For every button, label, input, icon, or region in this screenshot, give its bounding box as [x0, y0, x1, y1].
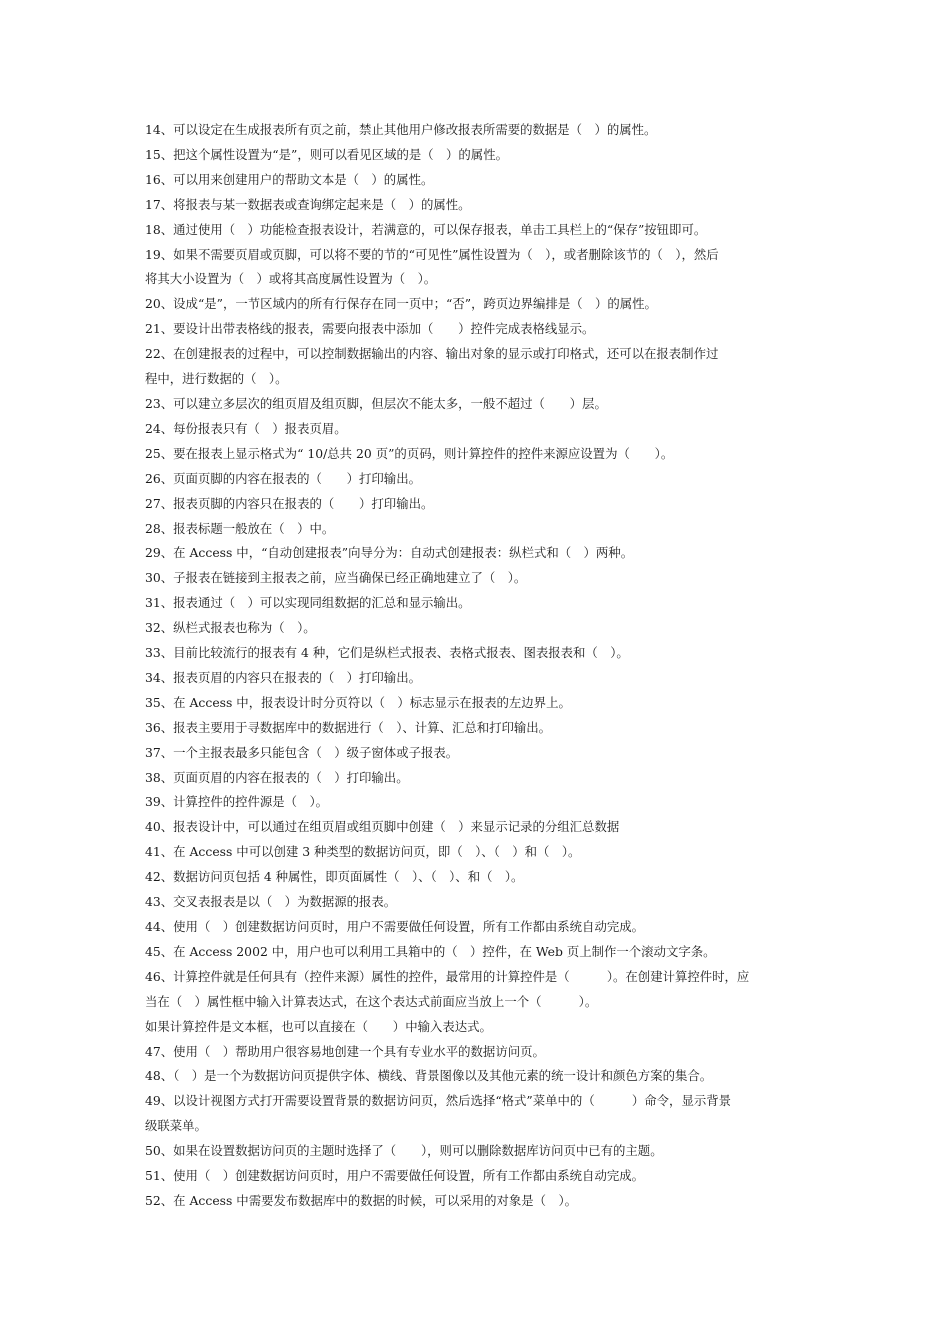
question-line: 24、每份报表只有（ ）报表页眉。	[145, 420, 347, 436]
question-line: 43、交叉表报表是以（ ）为数据源的报表。	[145, 894, 397, 910]
question-line: 50、如果在设置数据访问页的主题时选择了（ ），则可以删除数据库访问页中已有的主题。	[145, 1143, 663, 1159]
question-line: 46、计算控件就是任何具有（控件来源）属性的控件，最常用的计算控件是（ ）。在创建计算控件时，应	[145, 968, 750, 984]
question-line: 30、子报表在链接到主报表之前，应当确保已经正确地建立了（ ）。	[145, 570, 527, 586]
question-line: 42、数据访问页包括 4 种属性，即页面属性（ ）、（ ）、和（ ）。	[145, 869, 524, 885]
question-line: 28、报表标题一般放在（ ）中。	[145, 520, 335, 536]
question-line: 20、设成“是”，一节区域内的所有行保存在同一页中；“否”，跨页边界编排是（ ）的属性。	[145, 296, 657, 312]
question-line: 16、可以用来创建用户的帮助文本是（ ）的属性。	[145, 171, 434, 187]
question-line: 33、目前比较流行的报表有 4 种，它们是纵栏式报表、表格式报表、图表报表和（ ）。	[145, 645, 629, 661]
question-line: 26、页面页脚的内容在报表的（ ）打印输出。	[145, 470, 421, 486]
question-line: 14、可以设定在生成报表所有页之前，禁止其他用户修改报表所需要的数据是（ ）的属性。	[145, 122, 657, 137]
question-line-continuation: 如果计算控件是文本框，也可以直接在（ ）中输入表达式。	[145, 1018, 492, 1034]
question-line: 17、将报表与某一数据表或查询绑定起来是（ ）的属性。	[145, 196, 471, 212]
question-line: 47、使用（ ）帮助用户很容易地创建一个具有专业水平的数据访问页。	[145, 1043, 545, 1059]
question-line: 37、一个主报表最多只能包含（ ）级子窗体或子报表。	[145, 744, 459, 760]
question-line: 15、把这个属性设置为“是”，则可以看见区域的是（ ）的属性。	[145, 146, 508, 162]
question-line: 22、在创建报表的过程中，可以控制数据输出的内容、输出对象的显示或打印格式，还可以在报表制作过	[145, 346, 719, 362]
question-line: 52、在 Access 中需要发布数据库中的数据的时候，可以采用的对象是（ ）。	[145, 1192, 578, 1208]
question-line: 40、报表设计中，可以通过在组页眉或组页脚中创建（ ）来显示记录的分组汇总数据	[145, 819, 620, 835]
question-line: 19、如果不需要页眉或页脚，可以将不要的节的“可见性”属性设置为（ ），或者删除该节的（ ），然后	[145, 246, 719, 262]
question-line: 48、（ ）是一个为数据访问页提供字体、横线、背景图像以及其他元素的统一设计和颜色方案的集合。	[145, 1068, 713, 1084]
question-line: 34、报表页眉的内容只在报表的（ ）打印输出。	[145, 669, 421, 685]
question-line-continuation: 将其大小设置为（ ）或将其高度属性设置为（ ）。	[145, 271, 437, 287]
question-line: 31、报表通过（ ）可以实现同组数据的汇总和显示输出。	[145, 595, 471, 611]
question-line: 45、在 Access 2002 中，用户也可以利用工具箱中的（ ）控件，在 Web 页上制作一个滚动文字条。	[145, 943, 716, 959]
question-line: 44、使用（ ）创建数据访问页时，用户不需要做任何设置，所有工作都由系统自动完成。	[145, 919, 645, 934]
question-line: 41、在 Access 中可以创建 3 种类型的数据访问页，即（ ）、（ ）和（ ）。	[145, 844, 581, 860]
question-line: 23、可以建立多层次的组页眉及组页脚，但层次不能太多，一般不超过（ ）层。	[145, 395, 607, 411]
question-line: 25、要在报表上显示格式为“ 10/总共 20 页”的页码，则计算控件的控件来源应设置为（ ）。	[145, 445, 674, 461]
question-line: 21、要设计出带表格线的报表，需要向报表中添加（ ）控件完成表格线显示。	[145, 321, 595, 337]
question-line: 35、在 Access 中，报表设计时分页符以（ ）标志显示在报表的左边界上。	[145, 694, 571, 710]
question-list	[145, 118, 810, 1214]
question-line: 51、使用（ ）创建数据访问页时，用户不需要做任何设置，所有工作都由系统自动完成。	[145, 1168, 645, 1184]
question-line: 18、通过使用（ ）功能检查报表设计，若满意的，可以保存报表，单击工具栏上的“保存”按钮即可。	[145, 221, 707, 237]
question-line: 36、报表主要用于寻数据库中的数据进行（ ）、计算、汇总和打印输出。	[145, 719, 552, 735]
question-line: 49、以设计视图方式打开需要设置背景的数据访问页，然后选择“格式”菜单中的（ ）命令，显示背景	[145, 1093, 732, 1109]
question-line-continuation: 程中，进行数据的（ ）。	[145, 371, 288, 387]
question-line-continuation: 当在（ ）属性框中输入计算表达式，在这个表达式前面应当放上一个（ ）。	[145, 993, 598, 1009]
question-line: 39、计算控件的控件源是（ ）。	[145, 794, 329, 810]
question-line: 32、纵栏式报表也称为（ ）。	[145, 620, 316, 636]
question-line: 29、在 Access 中，“自动创建报表”向导分为：自动式创建报表：纵栏式和（ ）两种。	[145, 545, 634, 561]
question-line-continuation: 级联菜单。	[145, 1118, 207, 1134]
question-line: 38、页面页眉的内容在报表的（ ）打印输出。	[145, 769, 409, 785]
question-line: 27、报表页脚的内容只在报表的（ ）打印输出。	[145, 495, 434, 511]
